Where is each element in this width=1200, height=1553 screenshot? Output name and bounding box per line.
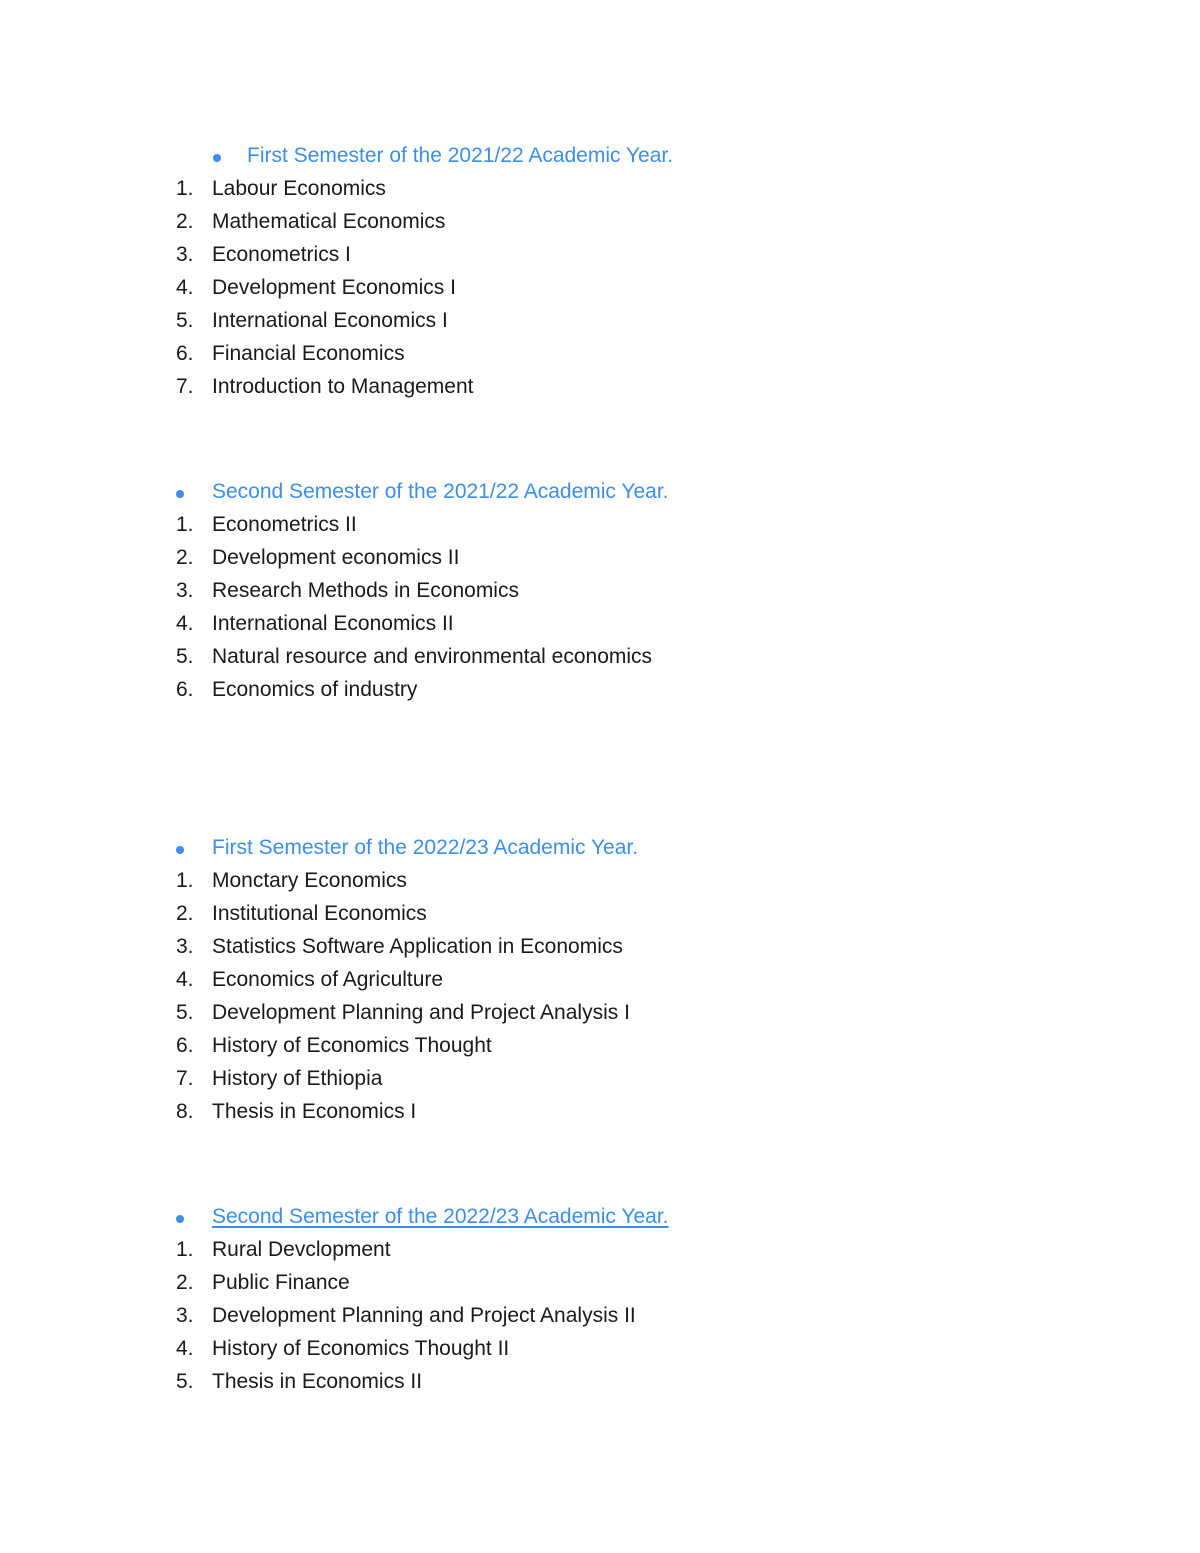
item-number: 4. <box>176 968 194 991</box>
item-number: 5. <box>176 645 194 668</box>
list-item <box>0 205 1200 238</box>
item-number: 6. <box>176 342 194 365</box>
section-heading: First Semester of the 2021/22 Academic Year. <box>247 144 674 167</box>
list-item <box>0 508 1200 541</box>
list-item <box>0 996 1200 1029</box>
section-heading: First Semester of the 2022/23 Academic Year. <box>212 836 639 859</box>
item-number: 2. <box>176 1271 194 1294</box>
list-item <box>0 1332 1200 1365</box>
course-name: Natural resource and environmental economics <box>212 645 653 668</box>
course-name: Thesis in Economics II <box>212 1370 423 1393</box>
item-number: 8. <box>176 1100 194 1123</box>
course-name: Statistics Software Application in Economics <box>212 935 623 958</box>
bullet-icon <box>176 846 184 854</box>
list-item <box>0 1062 1200 1095</box>
list-item <box>0 1029 1200 1062</box>
item-number: 1. <box>176 1238 194 1261</box>
item-number: 5. <box>176 309 194 332</box>
course-name: Rural Devclopment <box>212 1238 391 1261</box>
course-name: Development Planning and Project Analysis II <box>212 1304 636 1327</box>
list-item <box>0 238 1200 271</box>
item-number: 2. <box>176 210 194 233</box>
item-number: 3. <box>176 579 194 602</box>
item-number: 1. <box>176 513 194 536</box>
list-item <box>0 337 1200 370</box>
item-number: 3. <box>176 1304 194 1327</box>
list-item <box>0 607 1200 640</box>
list-item <box>0 370 1200 403</box>
item-number: 3. <box>176 935 194 958</box>
course-name: Labour Economics <box>212 177 386 200</box>
section-heading-row <box>0 831 1200 864</box>
list-item <box>0 574 1200 607</box>
course-name: International Economics I <box>212 309 448 332</box>
course-name: International Economics II <box>212 612 454 635</box>
course-name: Public Finance <box>212 1271 350 1294</box>
course-list <box>0 508 1200 706</box>
course-list <box>0 864 1200 1128</box>
course-name: History of Ethiopia <box>212 1067 383 1090</box>
section-2022-23-first-semester <box>0 831 1200 1128</box>
course-name: Institutional Economics <box>212 902 427 925</box>
item-number: 4. <box>176 276 194 299</box>
course-name: Economics of Agriculture <box>212 968 444 991</box>
course-list <box>0 1233 1200 1398</box>
list-item <box>0 172 1200 205</box>
list-item <box>0 1299 1200 1332</box>
course-name: History of Economics Thought II <box>212 1337 510 1360</box>
item-number: 7. <box>176 1067 194 1090</box>
item-number: 5. <box>176 1370 194 1393</box>
section-heading: Second Semester of the 2021/22 Academic Year. <box>212 480 669 503</box>
course-name: Econometrics II <box>212 513 357 536</box>
section-2021-22-second-semester <box>0 475 1200 706</box>
course-name: Thesis in Economics I <box>212 1100 417 1123</box>
list-item <box>0 1266 1200 1299</box>
bullet-icon <box>213 154 221 162</box>
section-heading-row <box>0 1200 1200 1233</box>
course-name: Mathematical Economics <box>212 210 446 233</box>
item-number: 6. <box>176 678 194 701</box>
course-name: History of Economics Thought <box>212 1034 492 1057</box>
list-item <box>0 1365 1200 1398</box>
section-2022-23-second-semester <box>0 1200 1200 1398</box>
item-number: 2. <box>176 902 194 925</box>
course-name: Development economics II <box>212 546 460 569</box>
list-item <box>0 864 1200 897</box>
list-item <box>0 930 1200 963</box>
course-name: Financial Economics <box>212 342 405 365</box>
item-number: 1. <box>176 177 194 200</box>
list-item <box>0 640 1200 673</box>
course-name: Economics of industry <box>212 678 418 701</box>
list-item <box>0 673 1200 706</box>
list-item <box>0 963 1200 996</box>
section-heading-link[interactable]: Second Semester of the 2022/23 Academic Year. <box>212 1205 669 1228</box>
section-heading-row <box>0 475 1200 508</box>
bullet-icon <box>176 1215 184 1223</box>
course-name: Monctary Economics <box>212 869 407 892</box>
course-name: Introduction to Management <box>212 375 474 398</box>
item-number: 6. <box>176 1034 194 1057</box>
item-number: 7. <box>176 375 194 398</box>
bullet-icon <box>176 490 184 498</box>
course-name: Research Methods in Economics <box>212 579 519 602</box>
list-item <box>0 304 1200 337</box>
item-number: 4. <box>176 612 194 635</box>
list-item <box>0 1095 1200 1128</box>
course-name: Development Planning and Project Analysis I <box>212 1001 630 1024</box>
item-number: 1. <box>176 869 194 892</box>
course-list <box>0 172 1200 403</box>
item-number: 4. <box>176 1337 194 1360</box>
section-heading-row <box>0 139 1200 172</box>
list-item <box>0 1233 1200 1266</box>
item-number: 5. <box>176 1001 194 1024</box>
course-name: Econometrics I <box>212 243 351 266</box>
list-item <box>0 897 1200 930</box>
item-number: 3. <box>176 243 194 266</box>
course-name: Development Economics I <box>212 276 456 299</box>
list-item <box>0 271 1200 304</box>
list-item <box>0 541 1200 574</box>
item-number: 2. <box>176 546 194 569</box>
section-2021-22-first-semester <box>0 139 1200 403</box>
